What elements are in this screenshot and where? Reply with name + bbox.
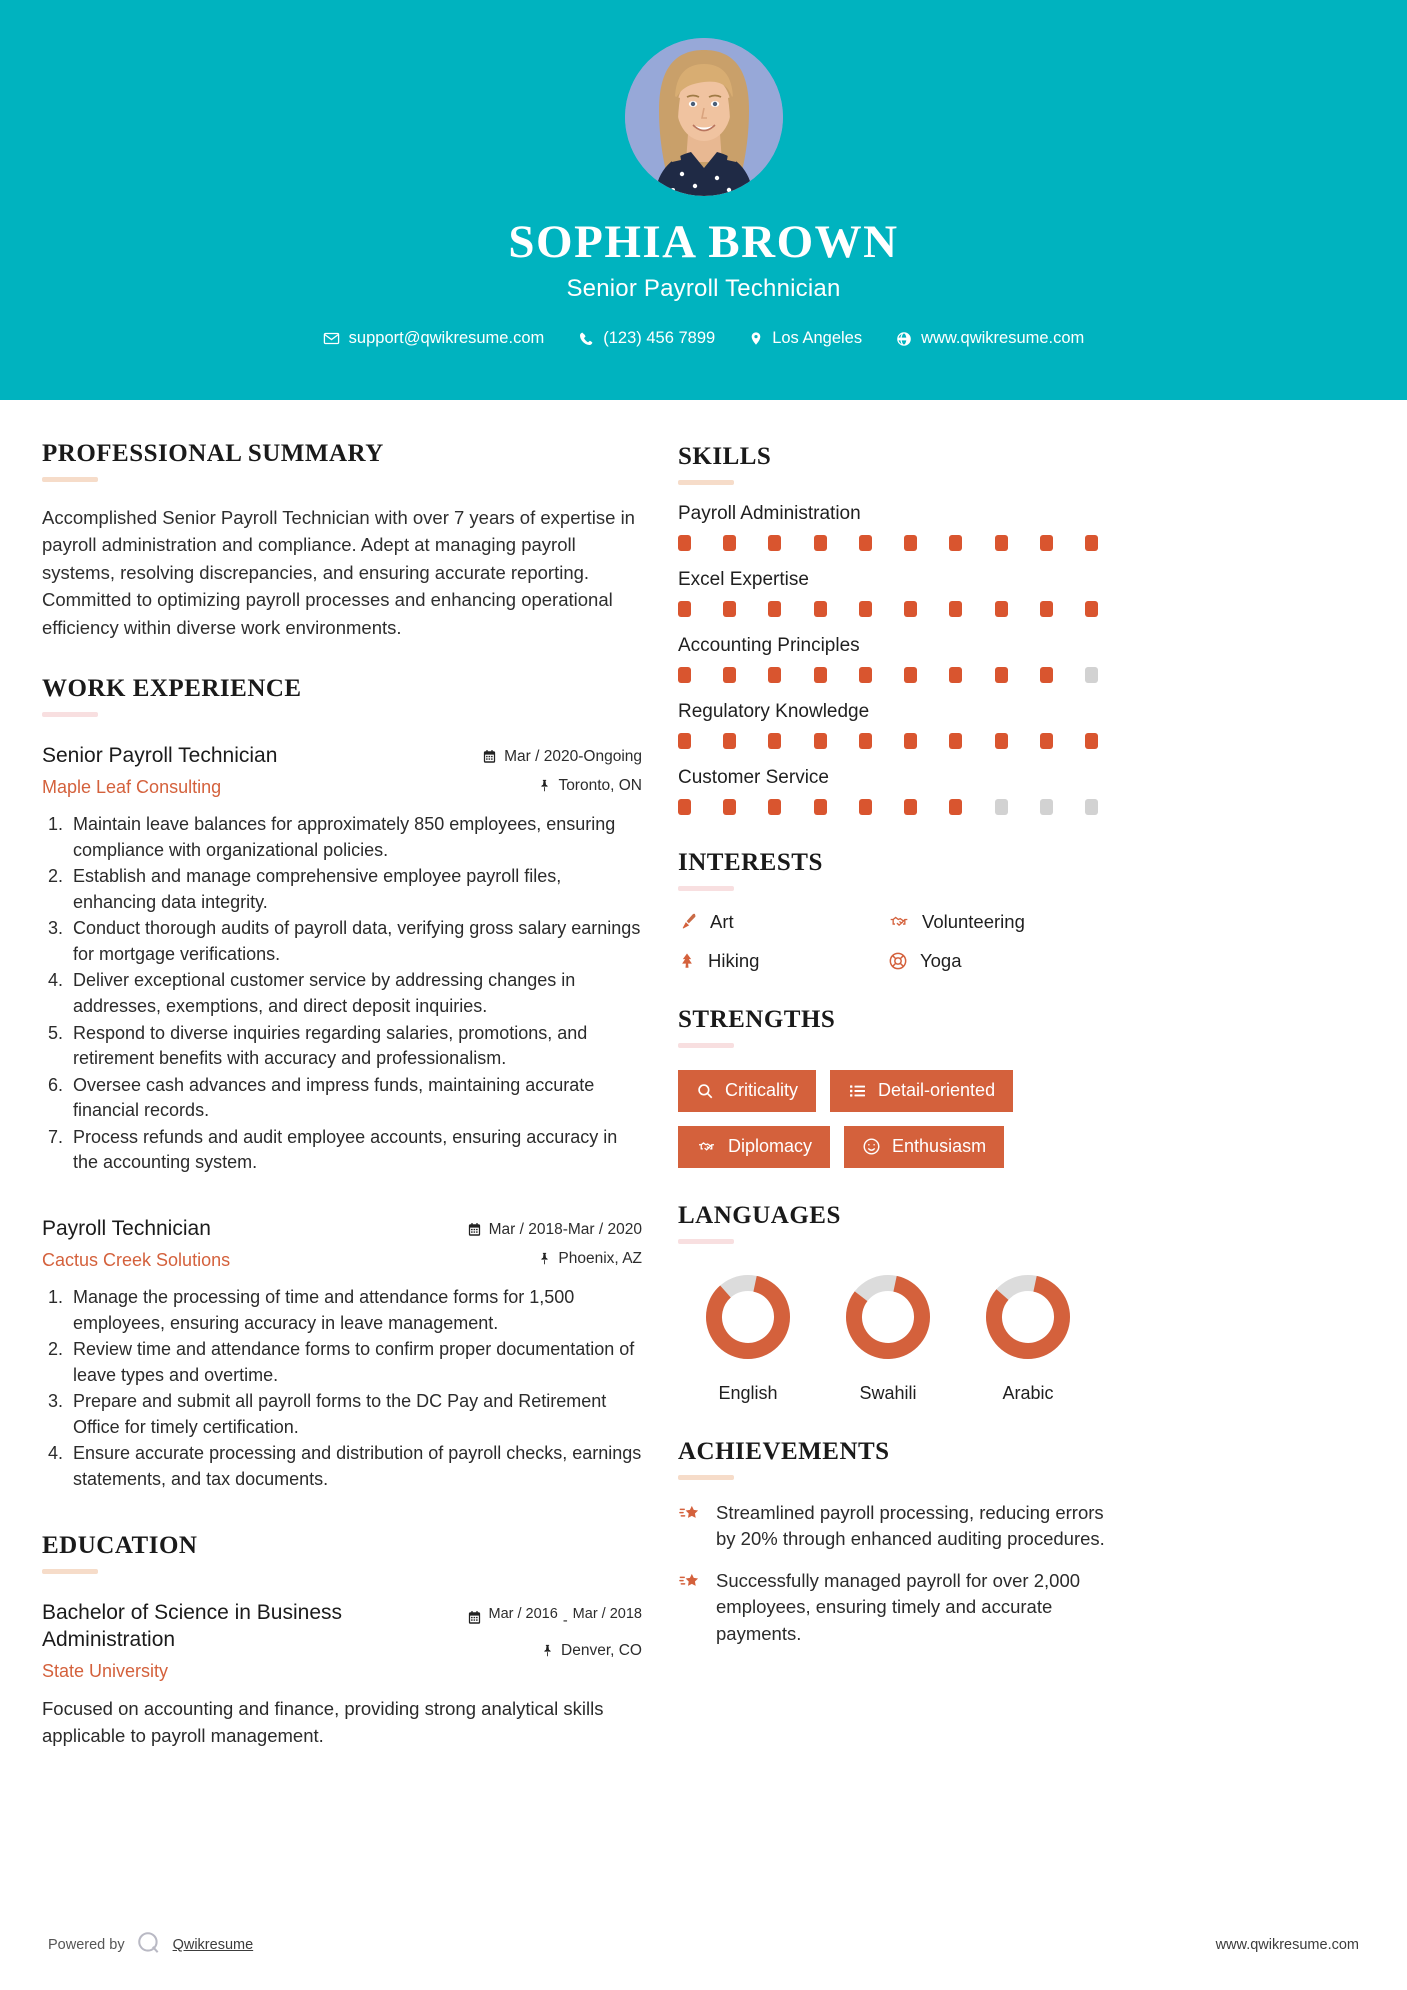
interest-yoga xyxy=(888,950,1098,972)
skill-row xyxy=(678,701,1368,749)
tree-icon xyxy=(678,951,696,971)
language-donut-chart xyxy=(839,1268,937,1366)
skill-name: Accounting Principles xyxy=(678,635,860,656)
skill-rating-dots xyxy=(678,667,1098,683)
contact-row xyxy=(306,329,1102,348)
skills-list xyxy=(678,503,1368,815)
skill-dot xyxy=(768,667,781,683)
page-title: SOPHIA BROWN xyxy=(508,216,899,268)
section-rule xyxy=(42,1569,98,1574)
school-name: State University xyxy=(42,1660,169,1681)
education-location-text: Denver, CO xyxy=(561,1641,642,1659)
skill-dot xyxy=(995,799,1008,815)
work-entry xyxy=(42,743,642,1176)
interest-label: Volunteering xyxy=(922,911,1025,932)
section-work-experience xyxy=(42,675,642,1493)
job-duties-list xyxy=(42,812,642,1176)
section-rule xyxy=(678,480,734,485)
handshake-icon xyxy=(696,1138,717,1156)
skill-dot xyxy=(1040,601,1053,617)
section-heading: WORK EXPERIENCE xyxy=(42,674,302,702)
magnifier-icon xyxy=(696,1082,714,1100)
calendar-icon xyxy=(467,1610,482,1625)
paintbrush-icon xyxy=(678,912,698,932)
skill-dot xyxy=(1040,799,1053,815)
section-heading: LANGUAGES xyxy=(678,1201,841,1229)
contact-email-text: support@qwikresume.com xyxy=(348,329,545,348)
email-icon xyxy=(323,330,340,347)
strength-label: Criticality xyxy=(725,1080,799,1100)
handshake-icon xyxy=(888,912,910,932)
achievement-item xyxy=(678,1568,1118,1647)
brand-link[interactable]: Qwikresume xyxy=(172,1937,254,1953)
skill-dot xyxy=(904,601,917,617)
skill-dot xyxy=(859,601,872,617)
skill-dot xyxy=(814,733,827,749)
language-label: Swahili xyxy=(859,1382,917,1403)
job-company: Maple Leaf Consulting xyxy=(42,777,222,798)
location-pin-icon xyxy=(749,330,763,347)
job-location-text: Phoenix, AZ xyxy=(558,1249,642,1267)
interest-art xyxy=(678,911,888,933)
section-heading: ACHIEVEMENTS xyxy=(678,1437,890,1465)
skill-dot xyxy=(859,535,872,551)
skill-dot xyxy=(949,667,962,683)
languages-row xyxy=(678,1268,1098,1404)
right-column xyxy=(678,440,1368,1663)
skill-dot xyxy=(859,799,872,815)
job-location xyxy=(467,1250,642,1268)
duty-item: 4. Deliver exceptional customer service by addressing changes in addresses, exemptions, and direct deposit inquiries. xyxy=(68,968,642,1019)
section-heading: STRENGTHS xyxy=(678,1006,836,1033)
duty-item: 4. Ensure accurate processing and distribution of payroll checks, earnings statements, and tax documents. xyxy=(68,1441,642,1492)
section-professional-summary xyxy=(42,440,642,641)
strength-diplomacy[interactable] xyxy=(678,1126,830,1168)
skill-row xyxy=(678,503,1368,551)
strength-label: Detail-oriented xyxy=(878,1080,996,1100)
skill-dot xyxy=(723,667,736,683)
avatar xyxy=(625,38,783,196)
skill-rating-dots xyxy=(678,733,1098,749)
job-location xyxy=(482,777,642,795)
skill-dot xyxy=(768,535,781,551)
duty-item: 7. Process refunds and audit employee accounts, ensuring accuracy in the accounting system. xyxy=(68,1125,642,1176)
skill-dot xyxy=(768,799,781,815)
language-donut-chart xyxy=(979,1268,1077,1366)
section-interests xyxy=(678,849,1368,972)
skill-dot xyxy=(1040,733,1053,749)
pushpin-icon xyxy=(538,778,551,793)
skill-dot xyxy=(1085,535,1098,551)
skill-name: Customer Service xyxy=(678,767,829,788)
job-role: Payroll Technician xyxy=(42,1216,211,1240)
skill-dot xyxy=(904,535,917,551)
section-languages xyxy=(678,1202,1368,1404)
section-heading: PROFESSIONAL SUMMARY xyxy=(42,440,384,467)
language-item xyxy=(958,1268,1098,1404)
language-label: Arabic xyxy=(1002,1382,1054,1403)
resume-header xyxy=(0,0,1407,400)
job-location-text: Toronto, ON xyxy=(558,776,642,794)
duty-item: 6. Oversee cash advances and impress funds, maintaining accurate financial records. xyxy=(68,1073,642,1124)
skill-dot xyxy=(814,535,827,551)
skill-dot xyxy=(768,733,781,749)
strength-label: Enthusiasm xyxy=(892,1135,987,1156)
duty-item: 2. Review time and attendance forms to confirm proper documentation of leave types and overtime. xyxy=(68,1337,642,1388)
work-entry xyxy=(42,1216,642,1493)
job-date-text: Mar / 2018-Mar / 2020 xyxy=(488,1220,642,1238)
degree-title: Bachelor of Science in Business Administration xyxy=(42,1601,342,1651)
skill-dot xyxy=(1085,733,1098,749)
section-rule xyxy=(42,477,98,482)
skill-rating-dots xyxy=(678,535,1098,551)
strength-detail-oriented[interactable] xyxy=(830,1070,1013,1112)
skill-name: Regulatory Knowledge xyxy=(678,701,870,722)
strength-enthusiasm[interactable] xyxy=(844,1126,1004,1168)
powered-by-block xyxy=(48,1930,253,1960)
skill-row xyxy=(678,635,1368,683)
interest-volunteering xyxy=(888,911,1098,933)
resume-body xyxy=(0,400,1407,1750)
section-heading: EDUCATION xyxy=(42,1532,198,1560)
globe-icon xyxy=(896,331,912,347)
language-donut-chart xyxy=(699,1268,797,1366)
skill-dot xyxy=(904,667,917,683)
skill-dot xyxy=(678,601,691,617)
education-description: Focused on accounting and finance, providing strong analytical skills applicable to payroll management. xyxy=(42,1697,604,1746)
achievement-text: Streamlined payroll processing, reducing errors by 20% through enhanced auditing procedures. xyxy=(716,1501,1105,1549)
job-date-text: Mar / 2020-Ongoing xyxy=(504,747,642,765)
calendar-icon xyxy=(482,749,497,764)
section-rule xyxy=(678,1043,734,1048)
skill-dot xyxy=(949,601,962,617)
education-location xyxy=(467,1642,643,1660)
skill-dot xyxy=(678,535,691,551)
duty-item: 3. Conduct thorough audits of payroll data, verifying gross salary earnings for mortgage verifications. xyxy=(68,916,642,967)
skill-dot xyxy=(995,535,1008,551)
skill-dot xyxy=(904,799,917,815)
strength-criticality[interactable] xyxy=(678,1070,816,1112)
shooting-star-icon xyxy=(678,1568,702,1593)
skill-dot xyxy=(949,733,962,749)
left-column xyxy=(42,440,642,1750)
contact-location[interactable] xyxy=(732,329,879,348)
header-subtitle: Senior Payroll Technician xyxy=(566,275,841,303)
skill-dot xyxy=(1040,667,1053,683)
skill-dot xyxy=(1040,535,1053,551)
interests-grid xyxy=(678,911,1098,972)
skill-dot xyxy=(1085,799,1098,815)
skill-dot xyxy=(768,601,781,617)
achievement-item xyxy=(678,1500,1118,1553)
interest-label: Hiking xyxy=(708,950,760,971)
education-date-end: Mar / 2018 xyxy=(572,1606,642,1623)
skill-dot xyxy=(1085,601,1098,617)
skill-dot xyxy=(723,535,736,551)
skill-dot xyxy=(814,667,827,683)
job-role: Senior Payroll Technician xyxy=(42,743,278,767)
duty-item: 2. Establish and manage comprehensive employee payroll files, enhancing data integrity. xyxy=(68,864,642,915)
job-company: Cactus Creek Solutions xyxy=(42,1250,231,1271)
skill-dot xyxy=(678,667,691,683)
strengths-grid xyxy=(678,1070,1108,1168)
strength-label: Diplomacy xyxy=(728,1135,813,1156)
list-icon xyxy=(848,1082,867,1100)
contact-phone-text: (123) 456 7899 xyxy=(603,329,716,348)
skill-dot xyxy=(859,667,872,683)
education-date-start: Mar / 2016 xyxy=(488,1606,558,1623)
section-achievements xyxy=(678,1438,1368,1647)
job-duties-list xyxy=(42,1285,642,1492)
contact-email[interactable] xyxy=(306,329,562,348)
skill-dot xyxy=(904,733,917,749)
section-strengths xyxy=(678,1006,1368,1168)
section-rule xyxy=(42,712,98,717)
skill-dot xyxy=(723,601,736,617)
powered-by-label: Powered by xyxy=(48,1937,125,1953)
skill-dot xyxy=(949,799,962,815)
achievements-list xyxy=(678,1500,1118,1647)
skill-dot xyxy=(995,667,1008,683)
pushpin-icon xyxy=(538,1251,551,1266)
language-item xyxy=(818,1268,958,1404)
skill-row xyxy=(678,767,1368,815)
job-date xyxy=(482,748,642,766)
contact-website[interactable] xyxy=(879,329,1101,348)
phone-icon xyxy=(578,331,594,347)
section-rule xyxy=(678,1475,734,1480)
skill-dot xyxy=(995,733,1008,749)
contact-location-text: Los Angeles xyxy=(772,329,863,348)
qwikresume-logo-icon xyxy=(136,1930,162,1960)
skill-dot xyxy=(678,733,691,749)
skill-dot xyxy=(814,799,827,815)
pushpin-icon xyxy=(541,1643,554,1658)
skill-dot xyxy=(723,733,736,749)
skill-dot xyxy=(949,535,962,551)
skill-dot xyxy=(723,799,736,815)
skill-row xyxy=(678,569,1368,617)
smiley-icon xyxy=(862,1137,881,1156)
interest-label: Yoga xyxy=(920,950,962,971)
contact-phone[interactable] xyxy=(561,329,732,348)
skill-rating-dots xyxy=(678,799,1098,815)
duty-item: 5. Respond to diverse inquiries regarding salaries, promotions, and retirement benefits with accuracy and professionalism. xyxy=(68,1021,642,1072)
section-skills xyxy=(678,443,1368,815)
contact-website-text: www.qwikresume.com xyxy=(921,329,1085,348)
education-date xyxy=(467,1605,643,1630)
skill-name: Payroll Administration xyxy=(678,503,861,524)
duty-item: 3. Prepare and submit all payroll forms to the DC Pay and Retirement Office for timely certification. xyxy=(68,1389,642,1440)
skill-dot xyxy=(859,733,872,749)
language-label: English xyxy=(718,1382,778,1403)
skill-dot xyxy=(995,601,1008,617)
skill-dot xyxy=(678,799,691,815)
avatar-photo xyxy=(625,38,783,196)
education-entry xyxy=(42,1600,642,1749)
interest-label: Art xyxy=(710,911,734,932)
section-heading: SKILLS xyxy=(678,443,772,470)
job-date xyxy=(467,1221,642,1239)
skill-dot xyxy=(1085,667,1098,683)
section-rule xyxy=(678,886,734,891)
section-education xyxy=(42,1532,642,1749)
summary-text: Accomplished Senior Payroll Technician with over 7 years of expertise in payroll administration and compliance. Adept at managing payroll systems, resolving discrepancies, and ensuring accurate reporting. Committed to optimizing payroll processes and enhancing operational efficiency within diverse work environments. xyxy=(42,507,635,638)
skill-rating-dots xyxy=(678,601,1098,617)
skill-dot xyxy=(814,601,827,617)
section-heading: INTERESTS xyxy=(678,849,823,876)
achievement-text: Successfully managed payroll for over 2,000 employees, ensuring timely and accurate payments. xyxy=(716,1570,1081,1644)
section-rule xyxy=(678,1239,734,1244)
calendar-icon xyxy=(467,1222,482,1237)
lifebuoy-icon xyxy=(888,951,908,971)
skill-name: Excel Expertise xyxy=(678,569,809,590)
interest-hiking xyxy=(678,950,888,972)
footer-url: www.qwikresume.com xyxy=(1215,1937,1359,1953)
date-separator: - xyxy=(562,1613,568,1630)
duty-item: 1. Manage the processing of time and attendance forms for 1,500 employees, ensuring accuracy in leave management. xyxy=(68,1285,642,1336)
language-item xyxy=(678,1268,818,1404)
page-footer xyxy=(0,1900,1407,1990)
shooting-star-icon xyxy=(678,1500,702,1525)
duty-item: 1. Maintain leave balances for approximately 850 employees, ensuring compliance with organizational policies. xyxy=(68,812,642,863)
